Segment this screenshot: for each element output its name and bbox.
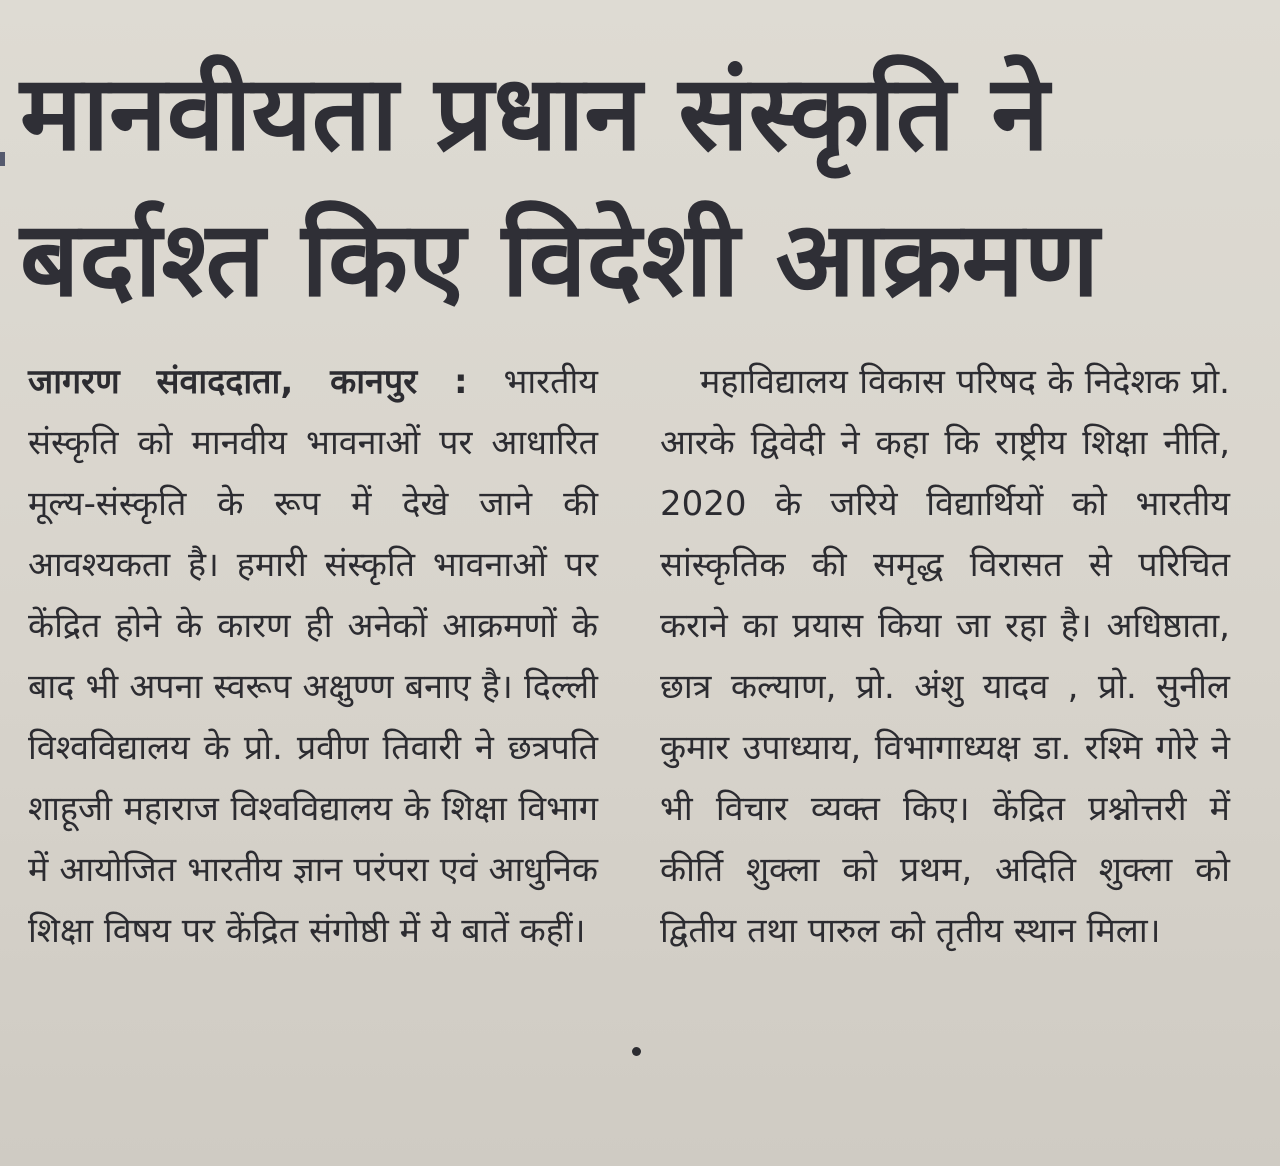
byline: जागरण संवाददाता, कानपुर : [28,362,468,402]
article-column-right [660,352,1230,962]
bullet-dot [632,1047,641,1056]
right-column-text: महाविद्यालय विकास परिषद के निदेशक प्रो. आरके द्विवेदी ने कहा कि राष्ट्रीय शिक्षा नीति, 2020 के जरिये विद्यार्थियों को भारतीय सांस्कृतिक की समृद्ध विरासत से परिचित कराने का प्रयास किया जा रहा है। अधिष्ठाता, छात्र कल्याण, प्रो. अंशु यादव , प्रो. सुनील कुमार उपाध्याय, विभागाध्यक्ष डा. रश्मि गोरे ने भी विचार व्यक्त किए। केंद्रित प्रश्नोत्तरी में कीर्ति शुक्ला को प्रथम, अदिति शुक्ला को द्वितीय तथा पारुल को तृतीय स्थान मिला। [660,362,1230,951]
left-column-text: भारतीय संस्कृति को मानवीय भावनाओं पर आधारित मूल्य-संस्कृति के रूप में देखे जाने की आवश्यकता है। हमारी संस्कृति भावनाओं पर केंद्रित होने के कारण ही अनेकों आक्रमणों के बाद भी अपना स्वरूप अक्षुण्ण बनाए है। दिल्ली विश्वविद्यालय के प्रो. प्रवीण तिवारी ने छत्रपति शाहूजी महाराज विश्वविद्यालय के शिक्षा विभाग में आयोजित भारतीय ज्ञान परंपरा एवं आधुनिक शिक्षा विषय पर केंद्रित संगोष्ठी में ये बातें कहीं। [28,362,598,951]
headline-line-1: मानवीयता प्रधान संस्कृति ने [20,52,1050,174]
article-body [0,352,1280,1142]
article-column-left [28,352,598,962]
article-paragraph-left [28,352,598,962]
headline [20,40,1260,332]
edge-mark [0,152,5,166]
headline-line-2: बर्दाश्त किए विदेशी आक्रमण [20,198,1100,320]
